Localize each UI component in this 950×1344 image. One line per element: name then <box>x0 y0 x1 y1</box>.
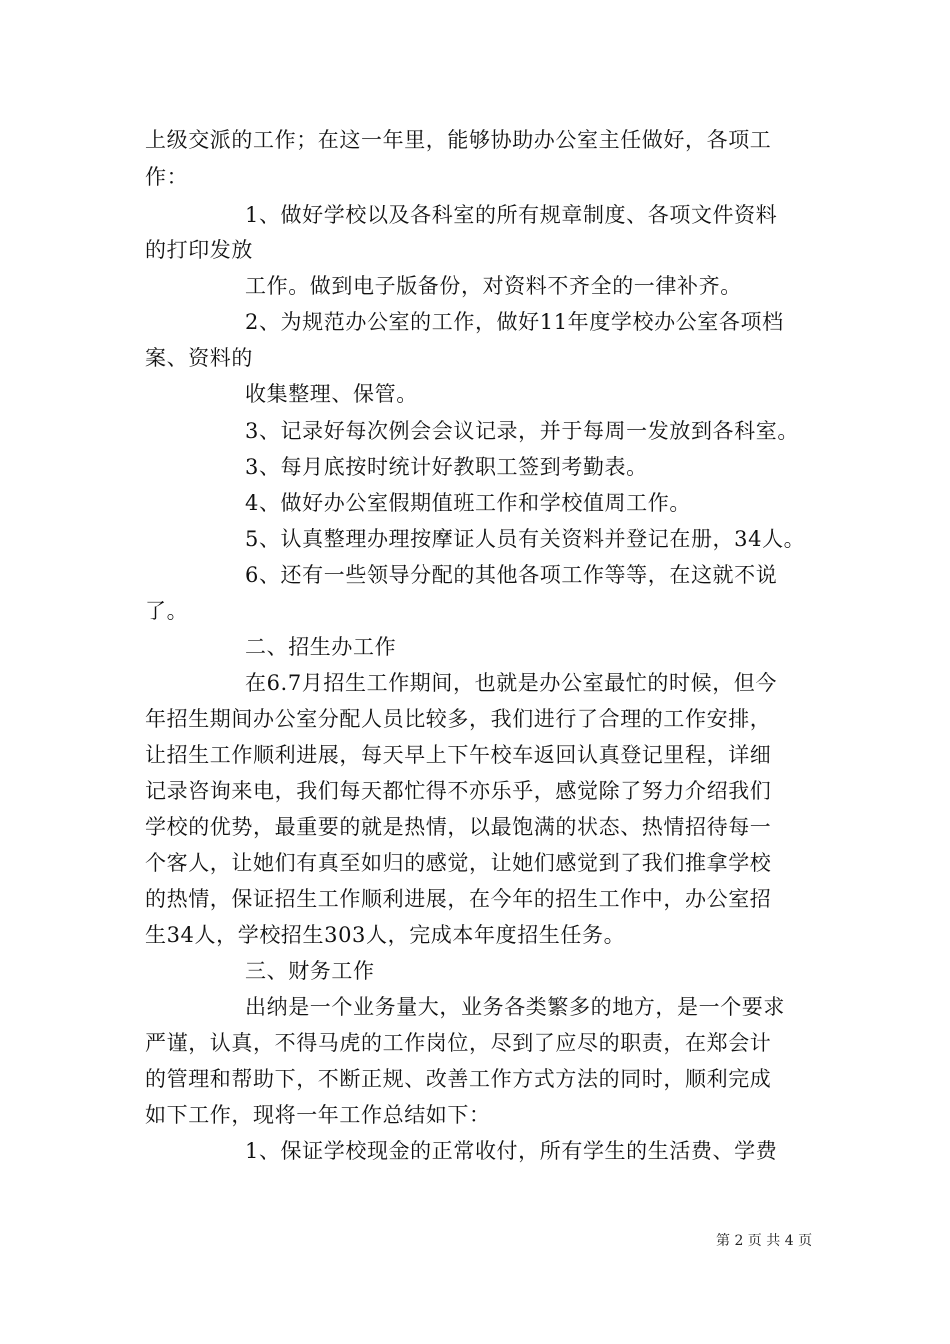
text-line: 工作。做到电子版备份，对资料不齐全的一律补齐。 <box>245 274 742 298</box>
text-line: 年招生期间办公室分配人员比较多，我们进行了合理的工作安排， <box>145 707 772 731</box>
text-line: 上级交派的工作；在这一年里，能够协助办公室主任做好，各项工 <box>145 128 772 152</box>
text-line: 学校的优势，最重要的就是热情，以最饱满的状态、热情招待每一 <box>145 815 772 839</box>
text-line: 生34人，学校招生303人，完成本年度招生任务。 <box>145 923 626 947</box>
text-line: 在6.7月招生工作期间，也就是办公室最忙的时候，但今 <box>245 671 777 695</box>
list-item-4: 4、做好办公室假期值班工作和学校值周工作。 <box>245 491 691 515</box>
text-line: 出纳是一个业务量大，业务各类繁多的地方，是一个要求 <box>245 995 785 1019</box>
text-line: 如下工作，现将一年工作总结如下： <box>145 1103 491 1127</box>
section-heading-admissions: 二、招生办工作 <box>245 635 397 659</box>
text-line: 了。 <box>145 599 189 623</box>
page-number-footer: 第 2 页 共 4 页 <box>716 1233 813 1249</box>
list-item-finance-1: 1、保证学校现金的正常收付，所有学生的生活费、学费 <box>245 1139 778 1163</box>
text-line: 让招生工作顺利进展，每天早上下午校车返回认真登记里程，详细 <box>145 743 772 767</box>
text-line: 严谨，认真，不得马虎的工作岗位，尽到了应尽的职责，在郑会计 <box>145 1031 772 1055</box>
text-line: 个客人，让她们有真至如归的感觉，让她们感觉到了我们推拿学校 <box>145 851 772 875</box>
list-item-6: 6、还有一些领导分配的其他各项工作等等，在这就不说 <box>245 563 778 587</box>
list-item-1: 1、做好学校以及各科室的所有规章制度、各项文件资料 <box>245 203 778 227</box>
text-line: 案、资料的 <box>145 346 253 370</box>
list-item-2: 2、为规范办公室的工作，做好11年度学校办公室各项档 <box>245 310 784 334</box>
list-item-5: 5、认真整理办理按摩证人员有关资料并登记在册，34人。 <box>245 527 806 551</box>
section-heading-finance: 三、财务工作 <box>245 959 375 983</box>
text-line: 的打印发放 <box>145 238 253 262</box>
list-item-3: 3、记录好每次例会会议记录，并于每周一发放到各科室。 <box>245 419 799 443</box>
text-line: 的热情，保证招生工作顺利进展，在今年的招生工作中，办公室招 <box>145 887 772 911</box>
text-line: 收集整理、保管。 <box>245 382 418 406</box>
list-item-3b: 3、每月底按时统计好教职工签到考勤表。 <box>245 455 648 479</box>
text-line: 的管理和帮助下，不断正规、改善工作方式方法的同时，顺利完成 <box>145 1067 772 1091</box>
text-line: 记录咨询来电，我们每天都忙得不亦乐乎，感觉除了努力介绍我们 <box>145 779 772 803</box>
text-line: 作： <box>145 165 189 189</box>
